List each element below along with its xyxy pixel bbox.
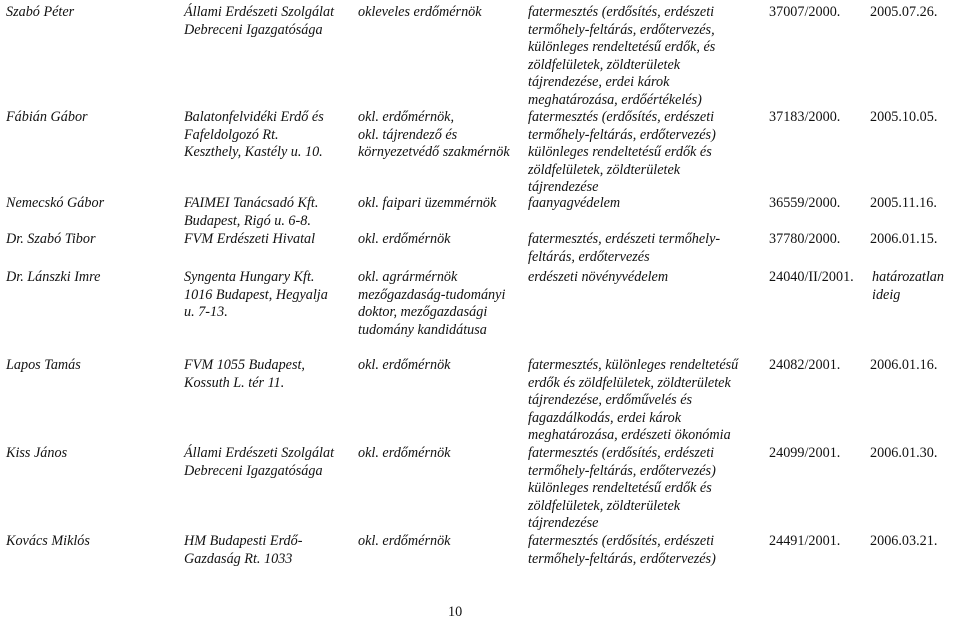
row-reg-no: 24082/2001. <box>769 357 841 373</box>
row-field: fatermesztés (erdősítés, erdészeti termőhely-feltárás, erdőtervezés, különleges rendeltetésű erdők, és zöldfelületek, zöldterületek tájrendezése, erdei károk meghatározása, erdőértékelés) <box>528 4 716 108</box>
row-name: Szabó Péter <box>6 4 75 20</box>
row-employer: FVM 1055 Budapest, Kossuth L. tér 11. <box>184 357 305 391</box>
row-validity: 2006.01.15. <box>870 231 938 247</box>
row-field: faanyagvédelem <box>528 195 621 211</box>
row-name: Lapos Tamás <box>6 357 81 373</box>
row-reg-no: 24099/2001. <box>769 445 841 461</box>
row-validity: 2006.01.16. <box>870 357 938 373</box>
row-employer: Állami Erdészeti Szolgálat Debreceni Igazgatósága <box>184 445 335 479</box>
row-qualification: okl. erdőmérnök <box>358 533 451 549</box>
row-validity: 2005.10.05. <box>870 109 938 125</box>
row-qualification: okleveles erdőmérnök <box>358 4 482 20</box>
row-validity: 2005.11.16. <box>870 195 937 211</box>
row-reg-no: 24040/II/2001. <box>769 269 854 285</box>
row-qualification: okl. erdőmérnök, okl. tájrendező és környezetvédő szakmérnök <box>358 109 510 161</box>
row-validity: határozatlan ideig <box>872 269 944 303</box>
row-field: erdészeti növényvédelem <box>528 269 669 285</box>
row-field: fatermesztés (erdősítés, erdészeti termőhely-feltárás, erdőtervezés) különleges rendeltetésű erdők és zöldfelületek, zöldterületek tájrendezése <box>528 445 716 532</box>
row-employer: FAIMEI Tanácsadó Kft. Budapest, Rigó u. 6-8. <box>184 195 319 229</box>
row-reg-no: 36559/2000. <box>769 195 841 211</box>
row-name: Fábián Gábor <box>6 109 88 125</box>
row-employer: FVM Erdészeti Hivatal <box>184 231 316 247</box>
row-employer: HM Budapesti Erdő- Gazdaság Rt. 1033 <box>184 533 303 567</box>
page-number: 10 <box>448 604 463 620</box>
row-field: fatermesztés (erdősítés, erdészeti termőhely-feltárás, erdőtervezés) <box>528 533 716 567</box>
row-employer: Állami Erdészeti Szolgálat Debreceni Igazgatósága <box>184 4 335 38</box>
row-employer: Balatonfelvidéki Erdő és Fafeldolgozó Rt. Keszthely, Kastély u. 10. <box>184 109 324 161</box>
row-reg-no: 24491/2001. <box>769 533 841 549</box>
row-validity: 2006.03.21. <box>870 533 938 549</box>
row-reg-no: 37780/2000. <box>769 231 841 247</box>
row-name: Dr. Szabó Tibor <box>6 231 96 247</box>
row-qualification: okl. erdőmérnök <box>358 357 451 373</box>
row-field: fatermesztés (erdősítés, erdészeti termőhely-feltárás, erdőtervezés) különleges rendeltetésű erdők és zöldfelületek, zöldterületek tájrendezése <box>528 109 716 196</box>
row-reg-no: 37183/2000. <box>769 109 841 125</box>
row-employer: Syngenta Hungary Kft. 1016 Budapest, Hegyalja u. 7-13. <box>184 269 328 321</box>
row-field: fatermesztés, erdészeti termőhely- feltárás, erdőtervezés <box>528 231 721 265</box>
row-name: Kovács Miklós <box>6 533 90 549</box>
row-qualification: okl. agrármérnök mezőgazdaság-tudományi doktor, mezőgazdasági tudomány kandidátusa <box>358 269 506 338</box>
row-name: Dr. Lánszki Imre <box>6 269 101 285</box>
row-validity: 2005.07.26. <box>870 4 938 20</box>
row-name: Kiss János <box>6 445 68 461</box>
row-validity: 2006.01.30. <box>870 445 938 461</box>
row-qualification: okl. erdőmérnök <box>358 231 451 247</box>
row-name: Nemecskó Gábor <box>6 195 105 211</box>
row-reg-no: 37007/2000. <box>769 4 841 20</box>
row-qualification: okl. faipari üzemmérnök <box>358 195 497 211</box>
row-qualification: okl. erdőmérnök <box>358 445 451 461</box>
row-field: fatermesztés, különleges rendeltetésű erdők és zöldfelületek, zöldterületek tájrendezése, erdőművelés és fagazdálkodás, erdei károk meghatározása, erdészeti ökonómia <box>528 357 739 444</box>
